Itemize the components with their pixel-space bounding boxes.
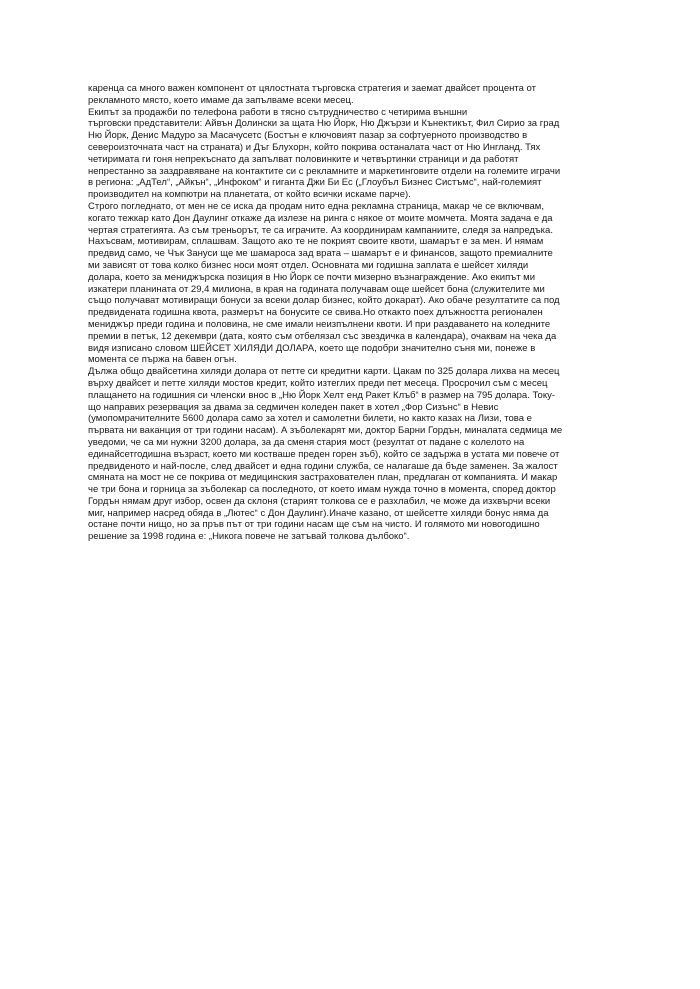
text-line: четиримата ги гоня непрекъснато да запълват половинките и четвъртинки страници и да работят [88,153,519,165]
text-line: плащането на годишния си членски внос в „Ню Йорк Хелт енд Ракет Клъб“ в размер на 795 долара. Току- [88,389,556,401]
text-line: върху двайсет и петте хиляди мостов кредит, който изтеглих преди пет месеца. Просрочил съм с месец [88,377,548,389]
text-line: първата ни ваканция от три години насам). А зъболекарят ми, доктор Барни Гордън, миналата седмица ме [88,425,563,437]
text-line: предвиденото и най-после, след двайсет и една години служба, се налагаше да бъде заменен. За жалост [88,460,558,472]
text-line: Гордън нямам друг избор, освен да склоня (старият толкова се е разхлабил, че може да изхвърчи всеки [88,495,551,507]
text-line: мениджър преди година и половина, не сме имали неизпълнени квоти. И при раздаването на коледните [88,318,551,330]
text-line: Строго погледнато, от мен не се иска да продам нито една рекламна страница, макар че се включвам, [88,200,544,212]
text-line: също получават мотивиращи бонуси за всеки долар бизнес, който докарат). Ако обаче резултатите са под [88,295,560,307]
text-line: когато тежкар като Дон Даулинг откаже да излезе на ринга с някое от моите момчета. Моята задача е да [88,212,553,224]
text-line: в региона: „АдТел“, „Айкън“, „Инфоком“ и гиганта Джи Би Ес („Глоубъл Бизнес Систъмс“, най-големият [88,177,542,189]
text-line: уведоми, че са ми нужни 3200 долара, за да сменя стария мост (резултат от падане с колелото на [88,436,525,448]
text-line: Ню Йорк, Денис Мадуро за Масачусетс (Бостън е ключовият пазар за софтуерното производство в [88,130,528,142]
text-line: смяната на мост не се покрива от медицинския застрахователен план, предлаган от компанията. И макар [88,472,558,484]
text-line: (умопомрачителните 5600 долара само за хотел и самолетни билети, но както казах на Лизи, това е [88,413,532,425]
text-line: чертая стратегията. Аз съм треньорът, те са играчите. Аз координирам кампаниите, следя за напредъка. [88,224,553,236]
text-line: Дължа общо двайсетина хиляди долара от петте си кредитни карти. Цакам по 325 долара лихва на месец [88,366,560,378]
text-line: остане почти нищо, но за пръв път от три години насам ще съм на чисто. И голямото ми новогодишно [88,519,540,531]
text-line: момента се пържа на бавен огън. [88,354,237,366]
text-line: миг, например насред обяда в „Лютес“ с Дон Даулинг).Иначе казано, от шейсетте хиляди бонус няма да [88,507,549,519]
text-line: решение за 1998 година е: „Никога повече не затъвай толкова дълбоко“. [88,531,410,543]
text-line: долара, което за мениджърска позиция в Ню Йорк се почти мизерно възнаграждение. Ако екипът ми [88,271,536,283]
text-line: видя изписано словом ШЕЙСЕТ ХИЛЯДИ ДОЛАРА, което ще подобри значително съня ми, понеже в [88,342,536,354]
text-line: че три бона и горница за зъболекар са последното, от което имам нужда точно в момента, според доктор [88,484,556,496]
text-line: производител на компютри на планетата, от който всички искаме парче). [88,189,411,201]
text-line: премии в петък, 12 декември (дата, която съм отбелязал със звездичка в календара), очаквам на чека да [88,330,557,342]
text-line: що направих резервация за двама за седмичен коледен пакет в хотел „Фор Сизънс“ в Невис [88,401,499,413]
body-text [88,83,608,543]
text-line: рекламното място, което имаме да запълваме всеки месец. [88,94,354,106]
text-line: единайсетгодишна възраст, което ми костваше преден горен зъб), който се задържа в устата ми повече от [88,448,560,460]
text-line: предвидената годишна квота, размерът на бонусите се свива.Но откакто поех длъжността регионален [88,307,543,319]
text-line: търговски представители: Айвън Долински за щата Ню Йорк, Ню Джързи и Кънектикът, Фил Сирио за град [88,118,560,130]
text-line: каренца са много важен компонент от цялостната търговска стратегия и заемат двайсет процента от [88,83,536,94]
text-line: непрестанно за заздравяване на контактите си с рекламните и маркетинговите отдели на големите играчи [88,165,561,177]
text-line: Екипът за продажби по телефона работи в тясно сътрудничество с четирима външни [88,106,468,118]
text-line: ми зависят от това колко бизнес носи моят отдел. Основната ми годишна заплата е шейсет хиляди [88,259,529,271]
text-line: предвид само, че Чък Зануси ще ме шамароса зад врата – шамарът е и финансов, защото премиалните [88,248,553,260]
text-line: изкатери планината от 29,4 милиона, в края на годината получавам още шейсет бона (служителите ми [88,283,545,295]
text-line: Нахъсвам, мотивирам, сплашвам. Защото ако те не покрият своите квоти, шамарът е за мен. И нямам [88,236,544,248]
text-line: североизточната част на страната) и Дъг Блухорн, който покрива останалата част от Ню Ингланд. Тях [88,141,541,153]
